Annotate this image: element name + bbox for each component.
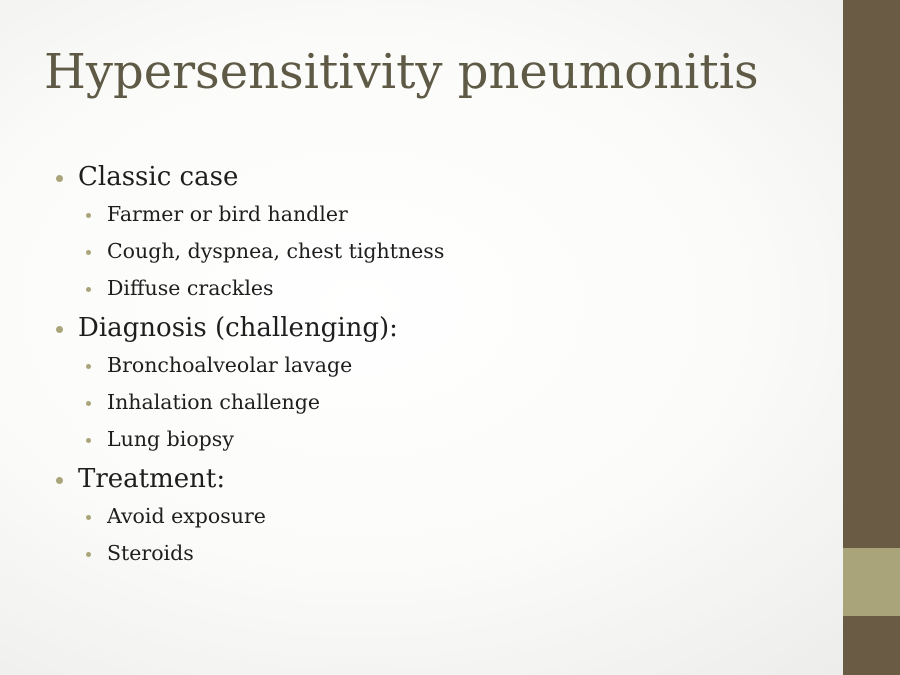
sub-bullet <box>52 270 444 307</box>
bullet-dot-icon <box>56 326 63 333</box>
sub-bullet-text: Cough, dyspnea, chest tightness <box>107 239 445 263</box>
sub-bullet-dot-icon <box>86 552 91 557</box>
bullet-treatment <box>52 460 444 498</box>
sub-bullet-text: Steroids <box>107 541 194 565</box>
sub-bullet <box>52 347 444 384</box>
sub-bullet-dot-icon <box>86 438 91 443</box>
sub-bullet-dot-icon <box>86 401 91 406</box>
sub-bullet-text: Avoid exposure <box>107 504 266 528</box>
sub-bullet <box>52 233 444 270</box>
sub-bullet-text: Bronchoalveolar lavage <box>107 353 353 377</box>
decorative-side-bar-accent <box>843 548 900 616</box>
sub-bullet <box>52 196 444 233</box>
sub-bullet-dot-icon <box>86 213 91 218</box>
sub-bullet-text: Diffuse crackles <box>107 276 274 300</box>
bullet-list <box>52 158 444 572</box>
bullet-dot-icon <box>56 175 63 182</box>
bullet-dot-icon <box>56 477 63 484</box>
bullet-classic-case <box>52 158 444 196</box>
sub-bullet <box>52 421 444 458</box>
bullet-text: Classic case <box>78 162 239 192</box>
sub-bullet-dot-icon <box>86 364 91 369</box>
sub-bullet-text: Inhalation challenge <box>107 390 320 414</box>
sub-bullet <box>52 384 444 421</box>
bullet-text: Treatment: <box>78 464 226 494</box>
sub-bullet-dot-icon <box>86 250 91 255</box>
sub-bullet-dot-icon <box>86 515 91 520</box>
sub-bullet-text: Lung biopsy <box>107 427 234 451</box>
sub-bullet-dot-icon <box>86 287 91 292</box>
slide-title: Hypersensitivity pneumonitis <box>44 44 759 100</box>
sub-bullet <box>52 535 444 572</box>
sub-bullet <box>52 498 444 535</box>
bullet-diagnosis <box>52 309 444 347</box>
sub-bullet-text: Farmer or bird handler <box>107 202 348 226</box>
bullet-text: Diagnosis (challenging): <box>78 313 398 343</box>
